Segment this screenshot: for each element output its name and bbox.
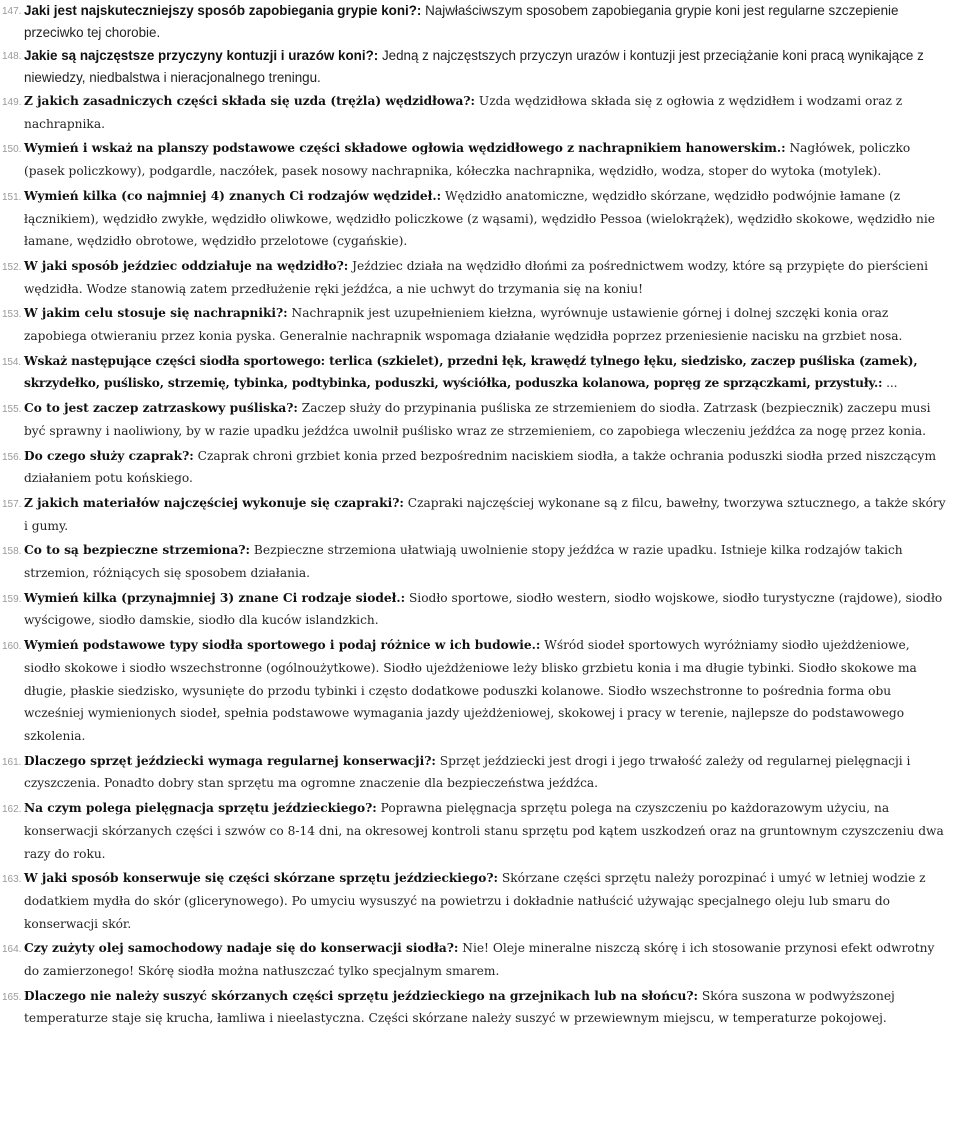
item-number: 165. bbox=[2, 991, 22, 1003]
question: Wymień podstawowe typy siodła sportowego i podaj różnice w ich budowie.: bbox=[24, 638, 541, 653]
qa-item-165 bbox=[2, 985, 946, 1030]
item-number: 148. bbox=[2, 51, 22, 62]
item-number: 153. bbox=[2, 309, 22, 321]
answer: Zaczep służy do przypinania puśliska ze strzemieniem do siodła. Zatrzask (bezpiecznik) zaczepu musi być sprawny i naoliwiony, by w razie upadku jeźdźca uwolnił puślisko wraz ze strzemieniem, co zapobiega wleczeniu jeźdźca za nogę przez konia. bbox=[24, 401, 931, 438]
answer: Czapraki najczęściej wykonane są z filcu, bawełny, tworzywa sztucznego, a także skóry i gumy. bbox=[24, 495, 946, 533]
answer: Wśród siodeł sportowych wyróżniamy siodło ujeżdżeniowe, siodło skokowe i siodło wszechstronne (ogólnoużytkowe). Siodło ujeżdżeniowe leży blisko grzbietu konia i ma długie tybinki. Siodło skokowe ma długie, płaskie siedzisko, wysunięte do przodu tybinki i często dodatkowe poduszki kolanowe. Siodło wszechstronne to pośrednia forma obu wcześniej wymienionych siodeł, spełnia podstawowe wymagania jazdy ujeżdżeniowej, skokowej i pracy w terenie, najlepsze do podstawowego szkolenia. bbox=[24, 638, 917, 743]
question: Co to jest zaczep zatrzaskowy puśliska?: bbox=[24, 401, 298, 416]
item-number: 160. bbox=[2, 641, 22, 653]
item-number: 150. bbox=[2, 144, 22, 156]
qa-item-152 bbox=[2, 255, 946, 300]
answer: Bezpieczne strzemiona ułatwiają uwolnienie stopy jeźdźca w razie upadku. Istnieje kilka rodzajów takich strzemion, różniących się sposobem działania. bbox=[24, 543, 903, 581]
qa-item-151 bbox=[2, 185, 946, 253]
item-number: 154. bbox=[2, 356, 21, 368]
question: Z jakich zasadniczych części składa się uzda (trężla) wędzidłowa?: bbox=[24, 94, 476, 108]
question: Z jakich materiałów najczęściej wykonuje się czapraki?: bbox=[24, 495, 404, 510]
qa-item-153 bbox=[2, 302, 946, 347]
question: Dlaczego sprzęt jeździecki wymaga regularnej konserwacji?: bbox=[24, 753, 436, 768]
question: Jaki jest najskuteczniejszy sposób zapobiegania grypie koni?: bbox=[24, 3, 422, 18]
answer: Nachrapnik jest uzupełnieniem kiełzna, wyrównuje ustawienie górnej i dolnej szczęki konia oraz zapobiega otwieraniu przez konia pyska. Generalnie nachrapnik wspomaga działanie wędzidła poprzez przeniesienie nacisku na grzbiet nosa. bbox=[24, 306, 903, 344]
answer: Poprawna pielęgnacja sprzętu polega na czyszczeniu po każdorazowym użyciu, na konserwacji skórzanych części i szwów co 8-14 dni, na okresowej kontroli stanu sprzętu pod kątem uszkodzeń oraz na gruntownym czyszczeniu dwa razy do roku. bbox=[24, 801, 944, 861]
answer: Skóra suszona w podwyższonej temperaturze staje się krucha, łamliwa i nieelastyczna. Części skórzane należy suszyć w przewiewnym miejscu, w temperaturze pokojowej. bbox=[24, 988, 895, 1026]
answer: Siodło sportowe, siodło western, siodło wojskowe, siodło turystyczne (rajdowe), siodło wyścigowe, siodło damskie, siodło dla kuców islandzkich. bbox=[24, 590, 943, 628]
answer: Sprzęt jeździecki jest drogi i jego trwałość zależy od regularnej pielęgnacji i czyszczenia. Ponadto dobry stan sprzętu ma ogromne znaczenie dla bezpieczeństwa jeźdźca. bbox=[24, 753, 911, 791]
item-number: 156. bbox=[2, 451, 22, 463]
question: Wymień i wskaż na planszy podstawowe części składowe ogłowia wędzidłowego z nachrapnikiem hanowerskim.: bbox=[24, 141, 786, 156]
item-number: 162. bbox=[2, 804, 22, 816]
item-number: 155. bbox=[2, 404, 22, 416]
question: Na czym polega pielęgnacja sprzętu jeździeckiego?: bbox=[24, 801, 377, 816]
qa-item-163 bbox=[2, 867, 946, 935]
question: W jaki sposób konserwuje się części skórzane sprzętu jeździeckiego?: bbox=[24, 871, 498, 886]
answer: Nagłówek, policzko (pasek policzkowy), podgardle, naczółek, pasek nosowy nachrapnika, kółeczka nachrapnika, wędzidło, wodza, stoper do wytoka (motylek). bbox=[24, 141, 911, 179]
question: Co to są bezpieczne strzemiona?: bbox=[24, 543, 251, 558]
qa-item-160 bbox=[2, 634, 946, 748]
question: Jakie są najczęstsze przyczyny kontuzji i urazów koni?: bbox=[24, 48, 379, 63]
answer: Jedną z najczęstszych przyczyn urazów i kontuzji jest przeciążanie koni pracą wynikające z niewiedzy, niedbalstwa i nieracjonalnego treningu. bbox=[24, 48, 924, 85]
item-number: 157. bbox=[2, 498, 22, 510]
item-number: 159. bbox=[2, 593, 22, 605]
item-number: 152. bbox=[2, 261, 22, 273]
qa-item-147 bbox=[2, 0, 946, 43]
qa-item-157 bbox=[2, 492, 946, 537]
answer: Uzda wędzidłowa składa się z ogłowia z wędzidłem i wodzami oraz z nachrapnika. bbox=[24, 94, 903, 131]
answer: ... bbox=[882, 376, 898, 391]
item-number: 164. bbox=[2, 944, 22, 956]
qa-item-155 bbox=[2, 397, 946, 442]
question: W jakim celu stosuje się nachrapniki?: bbox=[24, 306, 288, 321]
qa-item-154 bbox=[2, 350, 946, 395]
item-number: 163. bbox=[2, 874, 22, 886]
qa-item-156 bbox=[2, 445, 946, 490]
question: W jaki sposób jeździec oddziałuje na wędzidło?: bbox=[24, 258, 349, 273]
answer: Wędzidło anatomiczne, wędzidło skórzane, wędzidło podwójnie łamane (z łącznikiem), wędzidło zwykłe, wędzidło oliwkowe, wędzidło policzkowe (z wąsami), wędzidło Pessoa (wielokrążek), wędzidło skokowe, wędzidło nie łamane, wędzidło obrotowe, wędzidło przelotowe (cygańskie). bbox=[24, 188, 935, 249]
answer: Czaprak chroni grzbiet konia przed bezpośrednim naciskiem siodła, a także ochrania poduszki siodła przed niszczącym działaniem potu końskiego. bbox=[24, 448, 937, 486]
qa-item-149 bbox=[2, 90, 946, 135]
qa-item-162 bbox=[2, 797, 946, 865]
qa-item-150 bbox=[2, 137, 946, 182]
answer: Najwłaściwszym sposobem zapobiegania grypie koni jest regularne szczepienie przeciwko tej chorobie. bbox=[24, 3, 899, 40]
qa-item-159 bbox=[2, 587, 946, 632]
question: Do czego służy czaprak?: bbox=[24, 448, 194, 463]
qa-item-161 bbox=[2, 750, 946, 795]
answer: Skórzane części sprzętu należy porozpinać i umyć w letniej wodzie z dodatkiem mydła do skór (glicerynowego). Po umyciu wysuszyć na powietrzu i dokładnie natłuścić używając specjalnego oleju lub smaru do konserwacji skór. bbox=[24, 871, 926, 931]
qa-item-148 bbox=[2, 45, 946, 88]
question: Wskaż następujące części siodła sportowego: terlica (szkielet), przedni łęk, krawędź tylnego łęku, siedzisko, zaczep puśliska (zamek), skrzydełko, puślisko, strzemię, tybinka, podtybinka, poduszki, wyściółka, poduszka kolanowa, popręg ze sprzączkami, przystuły.: bbox=[24, 353, 918, 391]
qa-item-158 bbox=[2, 539, 946, 584]
item-number: 147. bbox=[2, 6, 22, 17]
question: Wymień kilka (co najmniej 4) znanych Ci rodzajów wędzideł.: bbox=[24, 188, 442, 203]
question: Dlaczego nie należy suszyć skórzanych części sprzętu jeździeckiego na grzejnikach lub na słońcu?: bbox=[24, 988, 698, 1003]
question: Czy zużyty olej samochodowy nadaje się do konserwacji siodła?: bbox=[24, 941, 459, 956]
question: Wymień kilka (przynajmniej 3) znane Ci rodzaje siodeł.: bbox=[24, 590, 406, 605]
item-number: 161. bbox=[2, 756, 22, 768]
answer: Nie! Oleje mineralne niszczą skórę i ich stosowanie przynosi efekt odwrotny do zamierzonego! Skórę siodła można natłuszczać tylko specjalnym smarem. bbox=[24, 941, 935, 979]
qa-item-164 bbox=[2, 937, 946, 982]
answer: Jeździec działa na wędzidło dłońmi za pośrednictwem wodzy, które są przypięte do pierścieni wędzidła. Wodze stanowią zatem przedłużenie ręki jeźdźca, a nie uchwyt do trzymania się na koniu! bbox=[24, 258, 928, 296]
item-number: 151. bbox=[2, 191, 22, 203]
item-number: 149. bbox=[2, 97, 22, 108]
item-number: 158. bbox=[2, 546, 22, 558]
